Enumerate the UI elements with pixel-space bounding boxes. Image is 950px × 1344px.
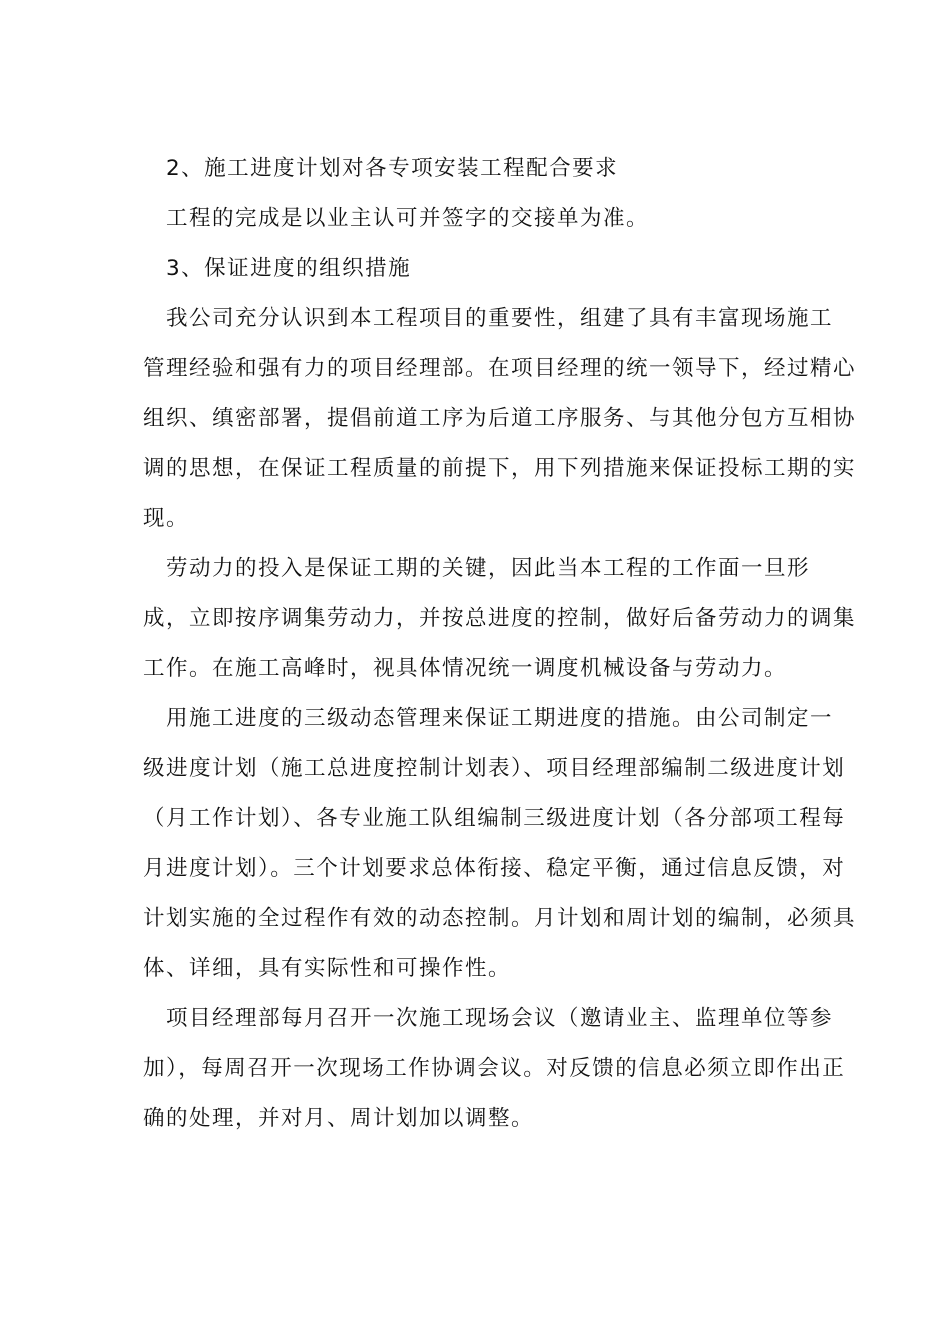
text-line: 计划实施的全过程作有效的动态控制。月计划和周计划的编制，必须具 <box>143 906 857 931</box>
heading-coordination-requirements <box>143 144 843 194</box>
document-body <box>143 144 857 1144</box>
text-line: 工程的完成是以业主认可并签字的交接单为准。 <box>143 206 650 231</box>
text-line: 确的处理，并对月、周计划加以调整。 <box>143 1106 535 1131</box>
text-line: 项目经理部每月召开一次施工现场会议（邀请业主、监理单位等参 <box>143 1006 834 1031</box>
text-line: 工作。在施工高峰时，视具体情况统一调度机械设备与劳动力。 <box>143 656 788 681</box>
heading-organization-measures <box>143 244 843 294</box>
text-line: 加），每周召开一次现场工作协调会议。对反馈的信息必须立即作出正 <box>143 1056 846 1081</box>
text-line: 调的思想，在保证工程质量的前提下，用下列措施来保证投标工期的实 <box>143 456 857 481</box>
text-line: 管理经验和强有力的项目经理部。在项目经理的统一领导下，经过精心 <box>143 356 857 381</box>
text-line: 组织、缜密部署，提倡前道工序为后道工序服务、与其他分包方互相协 <box>143 406 857 431</box>
text-line: 用施工进度的三级动态管理来保证工期进度的措施。由公司制定一 <box>143 706 834 731</box>
text-line: 成，立即按序调集劳动力，并按总进度的控制，做好后备劳动力的调集 <box>143 606 857 631</box>
paragraph-three-level-management <box>143 694 857 994</box>
text-line: 3、保证进度的组织措施 <box>143 256 412 281</box>
paragraph-meetings <box>143 994 846 1144</box>
text-line: 月进度计划）。三个计划要求总体衔接、稳定平衡，通过信息反馈，对 <box>143 856 846 881</box>
paragraph-completion-criteria <box>143 194 843 244</box>
text-line: 现。 <box>143 506 190 531</box>
paragraph-project-team <box>143 294 857 544</box>
text-line: 劳动力的投入是保证工期的关键，因此当本工程的工作面一旦形 <box>143 556 811 581</box>
paragraph-labor-input <box>143 544 857 694</box>
text-line: 体、详细，具有实际性和可操作性。 <box>143 956 512 981</box>
text-line: 我公司充分认识到本工程项目的重要性，组建了具有丰富现场施工 <box>143 306 834 331</box>
text-line: 2、施工进度计划对各专项安装工程配合要求 <box>143 156 619 181</box>
text-line: （月工作计划）、各专业施工队组编制三级进度计划（各分部项工程每 <box>143 806 846 831</box>
text-line: 级进度计划（施工总进度控制计划表）、项目经理部编制二级进度计划 <box>143 756 846 781</box>
